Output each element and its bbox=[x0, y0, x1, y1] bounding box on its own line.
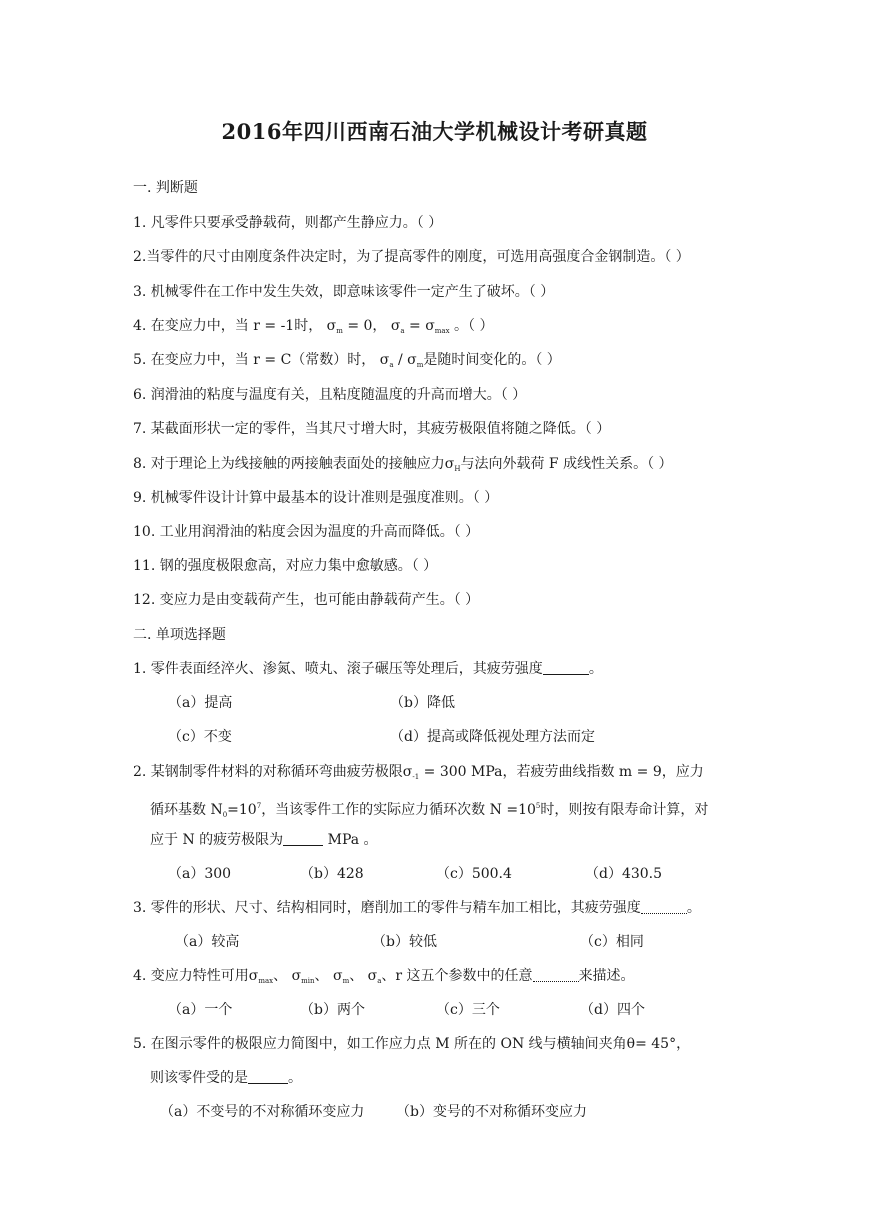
q5-sub-a: a bbox=[389, 361, 394, 369]
question-1-6: 6. 润滑油的粘度与温度有关，且粘度随温度的升高而增大。（ ） bbox=[133, 387, 527, 403]
choice-5-l2a: 则该零件受的是 bbox=[150, 1070, 248, 1086]
choice-4-option-d: （d）四个 bbox=[580, 1002, 645, 1018]
choice-1-stem bbox=[133, 659, 603, 679]
question-1-4 bbox=[133, 316, 493, 341]
choice-1-option-d: （d）提高或降低视处理方法而定 bbox=[390, 729, 595, 745]
q8-sub-h: H bbox=[454, 465, 461, 473]
question-1-10: 10. 工业用润滑油的粘度会因为温度的升高而降低。（ ） bbox=[133, 524, 480, 540]
question-1-3: 3. 机械零件在工作中发生失效，即意味该零件一定产生了破坏。（ ） bbox=[133, 284, 555, 300]
choice-2-option-d: （d）430.5 bbox=[585, 866, 663, 882]
q4-sub-m: m bbox=[336, 327, 343, 335]
choice-1-end: 。 bbox=[588, 661, 603, 677]
section-heading-judgement: 一. 判断题 bbox=[133, 180, 198, 196]
choice-1-option-a: （a）提高 bbox=[168, 695, 233, 711]
choice-4-sub-min: min bbox=[301, 977, 315, 985]
choice-2-line-3 bbox=[150, 830, 378, 850]
choice-2-option-a: （a）300 bbox=[168, 866, 232, 882]
choice-4-end: 来描述。 bbox=[578, 968, 635, 984]
q8-text: 8. 对于理论上为线接触的两接触表面处的接触应力σ bbox=[133, 456, 455, 472]
choice-4-option-a: （a）一个 bbox=[168, 1002, 233, 1018]
question-1-12: 12. 变应力是由变载荷产生，也可能由静载荷产生。（ ） bbox=[133, 592, 480, 608]
choice-2-l1a: 2. 某钢制零件材料的对称循环弯曲疲劳极限σ bbox=[133, 764, 413, 780]
choice-4-s4: 、 σ bbox=[349, 968, 378, 984]
choice-4-s2: 、 σ bbox=[273, 968, 302, 984]
q4-end: 。（ ） bbox=[449, 318, 494, 334]
choice-1-option-c: （c）不变 bbox=[168, 729, 232, 745]
choice-2-l2d: 时，则按有限寿命计算，对 bbox=[540, 802, 709, 818]
choice-3-option-c: （c）相同 bbox=[580, 934, 644, 950]
choice-4-sub-a: a bbox=[377, 977, 382, 985]
choice-2-l2b: =10 bbox=[227, 802, 257, 818]
answer-blank bbox=[248, 1069, 288, 1084]
choice-4-s1: 4. 变应力特性可用σ bbox=[133, 968, 259, 984]
question-1-1: 1. 凡零件只要承受静载荷，则都产生静应力。（ ） bbox=[133, 215, 443, 231]
question-1-11: 11. 钢的强度极限愈高，对应力集中愈敏感。（ ） bbox=[133, 558, 438, 574]
choice-2-l3a: 应于 N 的疲劳极限为 bbox=[150, 832, 284, 848]
choice-2-line-2 bbox=[150, 796, 708, 825]
choice-5-line-1: 5. 在图示零件的极限应力简图中，如工作应力点 M 所在的 ON 线与横轴间夹角θ= 45°， bbox=[133, 1036, 691, 1052]
question-1-7: 7. 某截面形状一定的零件，当其尺寸增大时，其疲劳极限值将随之降低。（ ） bbox=[133, 421, 611, 437]
choice-2-l2a: 循环基数 N bbox=[150, 802, 223, 818]
q4-sub-max: max bbox=[434, 327, 450, 335]
choice-2-sup-5: 5 bbox=[535, 802, 541, 810]
question-1-5 bbox=[133, 350, 561, 375]
choice-4-stem bbox=[133, 966, 635, 991]
section-heading-choice: 二. 单项选择题 bbox=[133, 627, 226, 643]
choice-3-text: 3. 零件的形状、尺寸、结构相同时，磨削加工的零件与精车加工相比，其疲劳强度 bbox=[133, 900, 641, 916]
question-1-9: 9. 机械零件设计计算中最基本的设计准则是强度准则。（ ） bbox=[133, 490, 499, 506]
choice-4-option-b: （b）两个 bbox=[300, 1002, 365, 1018]
choice-2-l2c: ，当该零件工作的实际应力循环次数 N =10 bbox=[261, 802, 536, 818]
choice-4-sub-m: m bbox=[342, 977, 350, 985]
q5-slash: / σ bbox=[393, 352, 417, 368]
choice-2-option-c: （c）500.4 bbox=[436, 866, 512, 882]
answer-blank bbox=[283, 831, 323, 846]
choice-5-line-2 bbox=[150, 1068, 302, 1088]
choice-3-option-a: （a）较高 bbox=[175, 934, 240, 950]
choice-2-sub: -1 bbox=[412, 773, 420, 781]
q4-mid: = 0， σ bbox=[342, 318, 401, 334]
choice-2-sup-7: 7 bbox=[256, 802, 262, 810]
choice-3-stem bbox=[133, 898, 701, 918]
q8-end: 与法向外载荷 F 成线性关系。（ ） bbox=[460, 456, 673, 472]
answer-blank bbox=[543, 660, 589, 675]
choice-2-option-b: （b）428 bbox=[300, 866, 364, 882]
question-1-2: 2.当零件的尺寸由刚度条件决定时，为了提高零件的刚度，可选用高强度合金钢制造。（ ） bbox=[133, 249, 690, 265]
choice-4-option-c: （c）三个 bbox=[436, 1002, 500, 1018]
choice-2-line-1 bbox=[133, 762, 704, 787]
choice-2-l3b: MPa 。 bbox=[323, 832, 378, 848]
question-1-8 bbox=[133, 454, 673, 479]
q4-text: 4. 在变应力中，当 r = -1时， σ bbox=[133, 318, 337, 334]
choice-5-option-b: （b）变号的不对称循环变应力 bbox=[396, 1104, 587, 1120]
choice-5-l2b: 。 bbox=[288, 1070, 302, 1086]
q5-end: 是随时间变化的。（ ） bbox=[423, 352, 561, 368]
q5-text: 5. 在变应力中，当 r = C（常数）时， σ bbox=[133, 352, 390, 368]
page-title: 2016年四川西南石油大学机械设计考研真题 bbox=[221, 119, 648, 144]
choice-2-l1b: = 300 MPa，若疲劳曲线指数 m = 9，应力 bbox=[419, 764, 704, 780]
choice-4-s3: 、 σ bbox=[314, 968, 343, 984]
choice-2-n0-sub: 0 bbox=[222, 811, 228, 819]
choice-3-end: 。 bbox=[686, 900, 701, 916]
choice-4-s5: 、r 这五个参数中的任意 bbox=[381, 968, 533, 984]
choice-4-sub-max: max bbox=[258, 977, 274, 985]
q4-eq: = σ bbox=[404, 318, 435, 334]
answer-blank bbox=[533, 967, 579, 982]
q4-sub-a: a bbox=[400, 327, 405, 335]
q5-sub-m: m bbox=[416, 361, 424, 369]
choice-5-option-a: （a）不变号的不对称循环变应力 bbox=[160, 1104, 365, 1120]
answer-blank bbox=[641, 899, 687, 914]
choice-1-option-b: （b）降低 bbox=[390, 695, 455, 711]
choice-3-option-b: （b）较低 bbox=[372, 934, 437, 950]
choice-1-text: 1. 零件表面经淬火、渗氮、喷丸、滚子碾压等处理后，其疲劳强度 bbox=[133, 661, 543, 677]
